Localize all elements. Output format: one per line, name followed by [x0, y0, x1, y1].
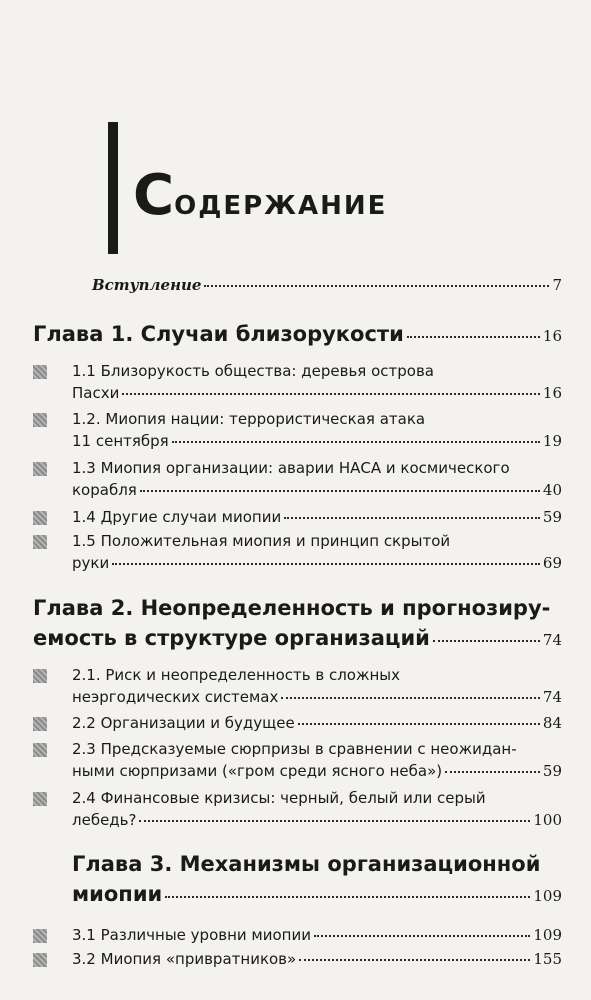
chapter-2-title[interactable]: [33, 626, 562, 650]
toc-item-1-1[interactable]: [72, 384, 562, 402]
bullet-square-icon: [33, 511, 47, 525]
title-rest: ОДЕРЖАНИЕ: [174, 191, 388, 221]
toc-entry-intro[interactable]: [92, 276, 562, 294]
dot-leader: [112, 563, 540, 565]
page-number: 19: [542, 432, 562, 450]
bullet-square-icon: [33, 743, 47, 757]
toc-item-2-3[interactable]: [72, 762, 562, 780]
page-number: 40: [542, 481, 562, 499]
dot-leader: [165, 896, 530, 898]
page-title: [133, 163, 388, 228]
bullet-square-icon: [33, 929, 47, 943]
dot-leader: [122, 393, 540, 395]
bullet-square-icon: [33, 669, 47, 683]
dot-leader: [204, 285, 549, 287]
toc-item-line: 2.2 Организации и будущее: [72, 714, 295, 732]
bullet-square-icon: [33, 792, 47, 806]
toc-item-line: 11 сентября: [72, 432, 169, 450]
chapter-1-title[interactable]: [33, 322, 562, 346]
title-first-letter: С: [133, 163, 175, 228]
page-number: 74: [542, 631, 562, 649]
heading-bar: [108, 122, 118, 254]
bullet-square-icon: [33, 462, 47, 476]
chapter-title-line: миопии: [72, 882, 163, 906]
toc-item-line[interactable]: 1.3 Миопия организации: аварии НАСА и космического: [72, 459, 510, 477]
page-number: 109: [533, 887, 562, 905]
toc-item-line: 3.1 Различные уровни миопии: [72, 926, 311, 944]
toc-item-line[interactable]: 2.3 Предсказуемые сюрпризы в сравнении с неожидан-: [72, 740, 517, 758]
toc-item-line: 3.2 Миопия «привратников»: [72, 950, 297, 968]
dot-leader: [284, 517, 540, 519]
page-number: 59: [542, 762, 562, 780]
toc-item-line: неэргодических системах: [72, 688, 279, 706]
chapter-3-title[interactable]: [72, 882, 562, 906]
toc-item-1-3[interactable]: [72, 481, 562, 499]
dot-leader: [445, 771, 540, 773]
toc-item-line: Пасхи: [72, 384, 120, 402]
toc-item-line: 1.4 Другие случаи миопии: [72, 508, 282, 526]
dot-leader: [139, 820, 530, 822]
toc-item-line[interactable]: 1.1 Близорукость общества: деревья острова: [72, 362, 434, 380]
bullet-square-icon: [33, 535, 47, 549]
bullet-square-icon: [33, 413, 47, 427]
intro-label: Вступление: [92, 276, 202, 294]
toc-item-2-1[interactable]: [72, 688, 562, 706]
page-number: 100: [533, 811, 562, 829]
toc-item-line[interactable]: 1.2. Миопия нации: террористическая атака: [72, 410, 426, 428]
toc-item-3-2[interactable]: [72, 950, 562, 968]
dot-leader: [281, 697, 540, 699]
toc-item-2-4[interactable]: [72, 811, 562, 829]
toc-item-line[interactable]: 1.5 Положительная миопия и принцип скрытой: [72, 532, 451, 550]
page-number: 16: [542, 327, 562, 345]
toc-item-1-5[interactable]: [72, 554, 562, 572]
dot-leader: [314, 935, 530, 937]
toc-item-3-1[interactable]: [72, 926, 562, 944]
chapter-2-title-line[interactable]: Глава 2. Неопределенность и прогнозиру-: [33, 596, 551, 620]
page-number: 84: [542, 714, 562, 732]
toc-item-1-2[interactable]: [72, 432, 562, 450]
toc-item-1-4[interactable]: [72, 508, 562, 526]
toc-item-line: корабля: [72, 481, 137, 499]
toc-item-line: ными сюрпризами («гром среди ясного неба»): [72, 762, 443, 780]
toc-item-line[interactable]: 2.1. Риск и неопределенность в сложных: [72, 666, 401, 684]
chapter-title-line: емость в структуре организаций: [33, 626, 430, 650]
page-number: 74: [542, 688, 562, 706]
page-number: 109: [533, 926, 562, 944]
page-number: 155: [533, 950, 562, 968]
page-number: 7: [552, 276, 562, 294]
dot-leader: [299, 959, 530, 961]
bullet-square-icon: [33, 953, 47, 967]
page-number: 16: [542, 384, 562, 402]
dot-leader: [140, 490, 540, 492]
bullet-square-icon: [33, 365, 47, 379]
dot-leader: [433, 640, 540, 642]
toc-item-2-2[interactable]: [72, 714, 562, 732]
toc-item-line: руки: [72, 554, 110, 572]
bullet-square-icon: [33, 717, 47, 731]
page-number: 69: [542, 554, 562, 572]
chapter-title-line: Глава 1. Случаи близорукости: [33, 322, 404, 346]
toc-item-line[interactable]: 2.4 Финансовые кризисы: черный, белый или серый: [72, 789, 486, 807]
dot-leader: [407, 336, 540, 338]
toc-item-line: лебедь?: [72, 811, 137, 829]
page-number: 59: [542, 508, 562, 526]
dot-leader: [172, 441, 540, 443]
chapter-3-title-line[interactable]: Глава 3. Механизмы организационной: [72, 852, 541, 876]
dot-leader: [298, 723, 540, 725]
